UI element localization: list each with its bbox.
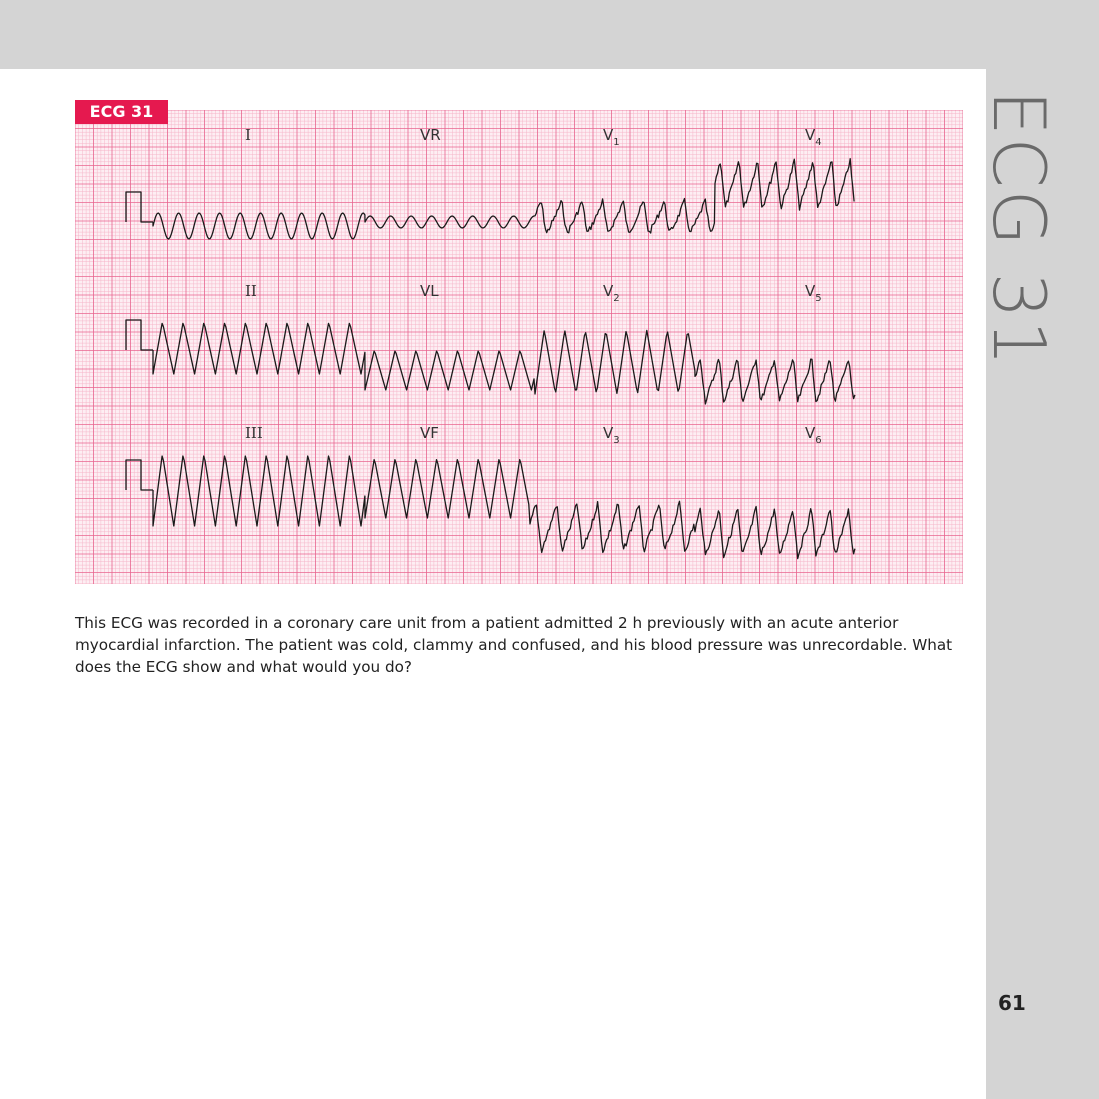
lead-label-1-4: $V_4$	[805, 126, 822, 148]
lead-label-2-2: VL	[420, 282, 439, 300]
lead-label-1-3: $V_1$	[603, 126, 620, 148]
ecg-strip	[75, 110, 963, 584]
lead-label-3-4: $V_6$	[805, 424, 822, 446]
ecg-figure-label: ECG 31	[75, 100, 168, 124]
lead-label-3-2: VF	[420, 424, 439, 442]
lead-label-1-1: I	[245, 126, 251, 144]
top-band	[0, 0, 1099, 69]
lead-label-2-1: II	[245, 282, 257, 300]
page-number: 61	[998, 991, 1026, 1015]
lead-label-3-1: III	[245, 424, 263, 442]
lead-label-2-3: $V_2$	[603, 282, 620, 304]
lead-label-2-4: $V_5$	[805, 282, 822, 304]
lead-label-3-3: $V_3$	[603, 424, 620, 446]
side-title: ECG 31	[977, 90, 1061, 369]
question-text: This ECG was recorded in a coronary care unit from a patient admitted 2 h previously with an acute anterior myocardial infarction. The patient was cold, clammy and confused, and his blood pressure was unrecordable. What does the ECG show and what would you do?	[75, 614, 953, 676]
lead-label-1-2: VR	[420, 126, 441, 144]
